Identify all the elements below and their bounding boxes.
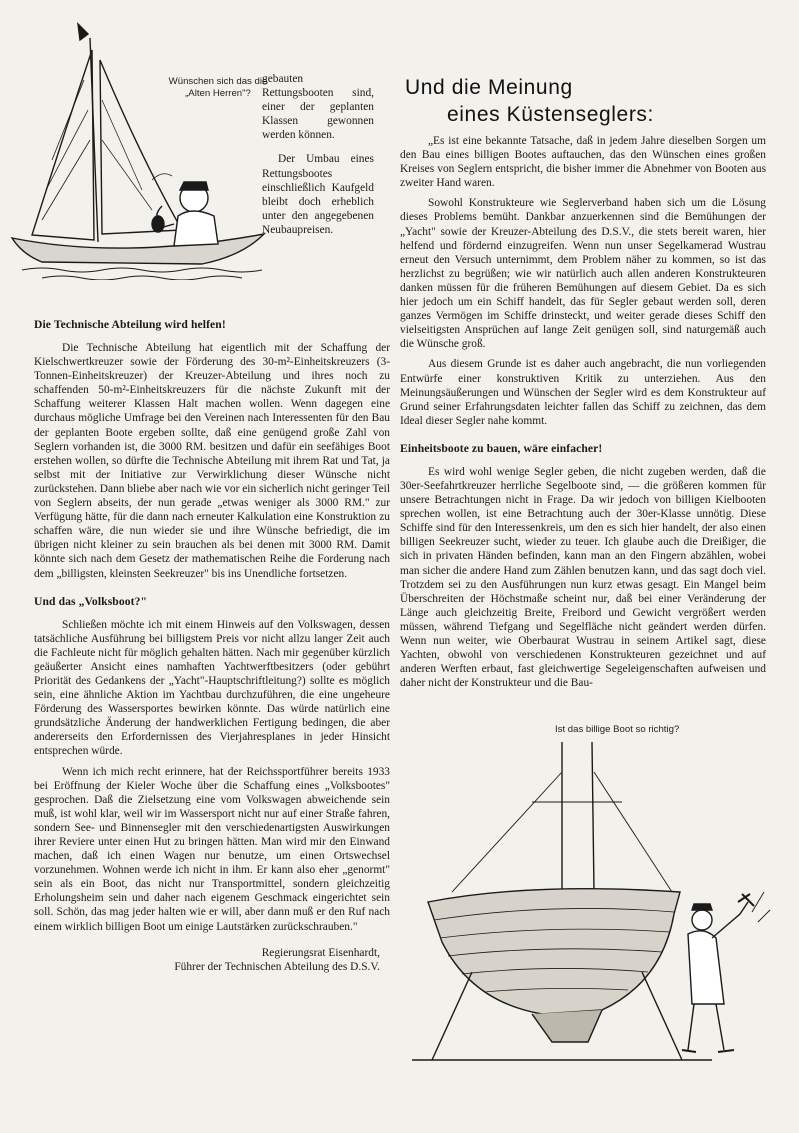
boat-illustration (412, 742, 782, 1062)
left-column (34, 318, 390, 974)
section-heading: Die Technische Abteilung wird helfen! (34, 318, 226, 331)
body-paragraph: „Es ist eine bekannte Tatsache, daß in jedem Jahre dieselben Sorgen um den Bau eines billigen Bootes auftauchen, das den Wünschen eines großen Kreises von Seglern entspricht, die bisher immer die Abnehmer von Booten aus zweiter Hand waren. (400, 135, 766, 190)
section-heading: Einheitsboote zu bauen, wäre einfacher! (400, 441, 603, 455)
body-paragraph: Es wird wohl wenige Segler geben, die nicht zugeben werden, daß die 30er-Seefahrtkreuzer herrliche Segelboote sind, — die größeren kommen für unsere Betrachtungen nicht in Frage. Da wir jedoch von billigen Kielbooten sprechen wollen, ist eine Betrachtung auch der 30er-Klasse unnötig. Diese Schiffe sind für den Interessenkreis, um den es sich hier handelt, der also einen billigen Seekreuzer sucht, wieder zu teuer. Ich glaube auch die Dreißiger, die sich in privaten Händen befinden, kann man an den Fingern abzählen, wobei man sicher die andere Hand zum Zählen benutzen kann, und das sagt doch viel. Trotzdem sei zu den Ausführungen nun kurz etwas gesagt. Ein Mangel beim Überschreiten der Höchstmaße scheint nur, daß bei einer Veränderung der Länge auch gleichzeitig Breite, Freibord und Gewicht vergrößert werden müssen, während Tiefgang und Segelfläche nicht geändert werden dürfen. Wenn nun weiter, wie Oberbaurat Wustrau in seinem Artikel sagt, diese Yachten, obwohl von verschiedenen Konstrukteuren gezeichnet und auf anderen Werften erbaut, fast gleichwertige Segeleigenschaften aufweisen und daher nicht der Konstrukteur und die Bau- (400, 465, 766, 690)
section-heading: Und das „Volksboot?" (34, 594, 148, 608)
intro-paragraph: Der Umbau eines Rettungsbootes einschließlich Kaufgeld bleibt doch erheblich unter den angegebenen Neubaupreisen. (262, 153, 374, 236)
boat-caption: Ist das billige Boot so richtig? (555, 724, 680, 735)
right-column (400, 134, 766, 696)
article-title (405, 74, 654, 128)
signature (34, 946, 390, 975)
body-paragraph: Wenn ich mich recht erinnere, hat der Reichssportführer bereits 1933 bei Eröffnung der Kieler Woche über die Schaffung eines „Volksbootes" gesprochen. Daß die Zielsetzung eine vom Volkswagen abweichende sein muß, ist wohl klar, weil wir im Wassersport nicht nur auf einer Straße fahren, sondern See- und Binnensegler mit den verschiedenartigsten Auswirkungen ihrer Reviere unter einen Hut zu bringen hätten. Man wird mir den Einwand machen, daß ich einen Wagen nur benutze, um einen Ortswechsel vorzunehmen. Wohnen werde ich nicht in ihm. Er kann also eher „genormt" sein als ein Boot, das nicht nur Transportmittel, sondern gleichzeitig Erholungsheim sein und daher nach eigenem Geschmack eingerichtet sein soll. Schön, das mag jeder halten wie er will, aber dann muß er den Ruf nach einem wirklich billigen Boot um einige Lautstärken zurückschrauben." (34, 765, 390, 933)
body-paragraph: Die Technische Abteilung hat eigentlich mit der Schaffung der Kielschwertkreuzer sowie der Förderung des 30-m²-Einheitskreuzers (3-Tonnen-Einheitskreuzer) der Kreuzer-Abteilung und ihres noch zu schaffenden 50-m²-Einheitskreuzers für die nächste Zukunft mit der Schaffung weiterer Klassen Halt machen wollen. Wenn dagegen eine durchaus mögliche Umfrage bei den Vereinen nach Interessenten für den Bau der geplanten Boote ergeben sollte, daß eine genügend große Zahl von Seglern vorhanden ist, die 3000 RM. besitzen und dafür ein seefähiges Boot erstehen wollen, so dürfte die Technische Abteilung mit ihrem Rat und Tat, ja selbst mit der Initiative zur Verwirklichung dieser Wünsche nicht zurückstehen. Dann bliebe aber nach wie vor ein sicherlich nicht geringer Teil von Seglern abseits, der nun gerade „etwas weniger als 3000 RM." zur Verfügung hätte, für die dann nach erneuter Kalkulation eine Konstruktion zu schaffen wäre, die nun wieder sie und ihre Wünsche befriedigt, die im übrigen nicht kleiner zu sein brauchen als bei denen mit 3000 RM. Damit könnte sich nach dem Gesetz der mathematischen Reihe die Forderung nach dem „billigsten, kleinsten Seekreuzer" bis ins Unendliche fortsetzen. (34, 342, 390, 580)
body-paragraph: Schließen möchte ich mit einem Hinweis auf den Volkswagen, dessen tatsächliche Ausführung bei billigstem Preis vor nicht allzu langer Zeit auch die Fachleute nicht für möglich gehalten hätten. Nach mir gegenüber kürzlich geäußerter Ansicht eines namhaften Yachtwerftbesitzers (oder gebührt Priorität des Gedankens der „Yacht"-Hauptschriftleitung?) sollte es möglich sein, eine ähnliche Aktion im Yachtbau durchzuführen, die eine ungeheure Förderung des Wassersportes bewirken könnte. Das würde natürlich eine grundsätzliche Änderung der handwerklichen Fertigung bedingen, die aber andererseits den Erfordernissen des Vierjahresplanes in jeder Hinsicht entsprechen würde. (34, 618, 390, 758)
signature-title: Führer der Technischen Abteilung des D.S.V. (174, 961, 380, 974)
title-line-2: eines Küstenseglers: (447, 103, 654, 126)
title-line-1: Und die Meinung (405, 76, 573, 99)
intro-paragraph: gebauten Rettungsbooten sind, einer der geplanten Klassen gewonnen werden können. (262, 73, 374, 142)
intro-column (262, 72, 374, 247)
sailboat-caption: Wünschen sich das die „Alten Herren"? (168, 76, 268, 99)
signature-name: Regierungsrat Eisenhardt, (261, 946, 380, 959)
body-paragraph: Aus diesem Grunde ist es daher auch angebracht, die nun vorliegenden Entwürfe einer konstruktiven Kritik zu unterziehen. Aus den Meinungsäußerungen und Wünschen der Segler wird es dem Konstrukteur auf Grund seiner Erfahrungsdaten leichter fallen das Schiff zu zeichnen, das dem Ideal dieser Segler nahe kommt. (400, 358, 766, 427)
sailboat-illustration (2, 20, 272, 280)
body-paragraph: Sowohl Konstrukteure wie Seglerverband haben sich um die Lösung dieses Problems bemüht. Dankbar anzuerkennen sind die Bemühungen der „Yacht" sowie der Kreuzer-Abteilung des D.S.V., die stets bereit waren, hier helfend und fördernd einzugreifen. Wenn nun unser Segelkamerad Wustrau erneut den Versuch unternimmt, dem Problem näher zu kommen, so ist das herzlichst zu begrüßen; wie wir natürlich auch allen anderen Konstrukteuren danken müssen für die früheren Bemühungen auf diesem Gebiet. Da es sich hier jedoch um ein Schiff handelt, das für Segler gebaut werden soll, deren ganzes Vermögen im Schiffe drinsteckt, und weiter gerade dieses Schiff den vielseitigsten Ansprüchen auf lange Zeit genügen soll, sind naturgemäß auch die Wünsche groß. (400, 197, 766, 351)
